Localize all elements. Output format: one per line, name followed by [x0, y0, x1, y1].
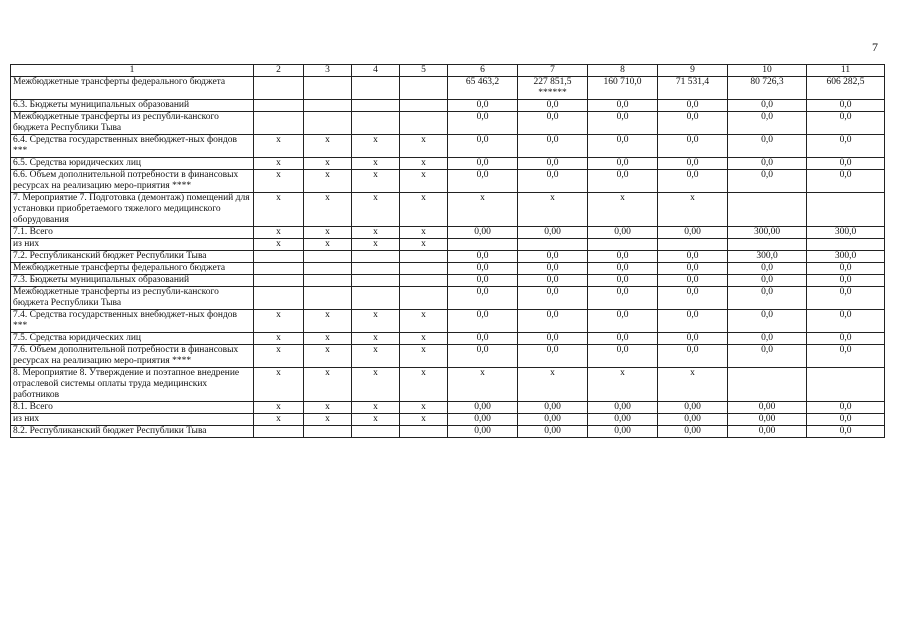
table-cell: х	[254, 310, 304, 333]
table-cell: 0,0	[728, 287, 807, 310]
table-cell: 0,00	[728, 426, 807, 438]
table-cell: 0,0	[658, 263, 728, 275]
table-cell	[728, 239, 807, 251]
table-cell: 0,0	[448, 135, 518, 158]
table-cell: х	[254, 345, 304, 368]
budget-table	[10, 64, 885, 438]
row-label: 8.2. Республиканский бюджет Республики Тыва	[11, 426, 254, 438]
table-cell: 0,0	[518, 112, 588, 135]
table-cell: 0,0	[588, 345, 658, 368]
table-cell: 0,0	[448, 170, 518, 193]
table-row	[11, 402, 885, 414]
table-cell: х	[658, 368, 728, 402]
table-row	[11, 275, 885, 287]
table-cell: х	[352, 402, 400, 414]
table-cell: 71 531,4	[658, 77, 728, 100]
table-row	[11, 333, 885, 345]
row-label: 7.2. Республиканский бюджет Республики Тыва	[11, 251, 254, 263]
row-label: Межбюджетные трансферты федерального бюджета	[11, 263, 254, 275]
table-cell: х	[518, 368, 588, 402]
table-cell: 0,0	[518, 333, 588, 345]
table-cell	[304, 275, 352, 287]
table-cell: х	[400, 227, 448, 239]
table-cell: 0,0	[807, 414, 885, 426]
table-cell: 0,0	[588, 287, 658, 310]
table-row	[11, 135, 885, 158]
table-cell	[728, 368, 807, 402]
table-cell: х	[352, 135, 400, 158]
header-cell: 2	[254, 65, 304, 77]
table-cell: 0,0	[588, 333, 658, 345]
table-cell: 0,0	[658, 275, 728, 287]
table-cell: 0,00	[448, 227, 518, 239]
row-label: из них	[11, 239, 254, 251]
table-cell: 0,0	[518, 310, 588, 333]
table-cell	[807, 193, 885, 227]
table-cell: х	[400, 193, 448, 227]
table-cell: 0,0	[728, 310, 807, 333]
table-cell	[254, 275, 304, 287]
table-cell	[400, 77, 448, 100]
table-cell: 0,0	[518, 158, 588, 170]
table-row	[11, 414, 885, 426]
table-cell: 0,0	[807, 135, 885, 158]
table-cell: х	[518, 193, 588, 227]
table-row	[11, 193, 885, 227]
table-row	[11, 345, 885, 368]
table-cell: 0,0	[658, 345, 728, 368]
table-row	[11, 112, 885, 135]
table-cell	[588, 239, 658, 251]
row-label: из них	[11, 414, 254, 426]
table-cell	[304, 287, 352, 310]
header-cell: 7	[518, 65, 588, 77]
table-cell: 0,0	[518, 251, 588, 263]
table-cell: х	[304, 135, 352, 158]
row-label: 7.4. Средства государственных внебюджет-ных фондов ***	[11, 310, 254, 333]
table-cell	[352, 275, 400, 287]
table-cell: 0,0	[518, 100, 588, 112]
table-cell: х	[304, 158, 352, 170]
row-label: 6.5. Средства юридических лиц	[11, 158, 254, 170]
table-row	[11, 287, 885, 310]
table-cell: 0,0	[588, 310, 658, 333]
header-cell: 10	[728, 65, 807, 77]
table-cell: х	[304, 368, 352, 402]
table-cell: 0,0	[728, 345, 807, 368]
table-row	[11, 251, 885, 263]
table-cell: 0,00	[588, 426, 658, 438]
table-cell: 0,0	[728, 263, 807, 275]
table-cell: 0,0	[518, 263, 588, 275]
table-cell	[254, 263, 304, 275]
table-row	[11, 227, 885, 239]
table-cell: х	[400, 170, 448, 193]
table-cell: 0,0	[448, 333, 518, 345]
table-cell: х	[352, 227, 400, 239]
table-cell: х	[304, 333, 352, 345]
table-cell: 0,0	[807, 275, 885, 287]
table-cell: 300,00	[728, 227, 807, 239]
table-cell	[448, 239, 518, 251]
table-cell: х	[254, 193, 304, 227]
table-cell: 0,0	[588, 170, 658, 193]
table-cell: 0,0	[448, 275, 518, 287]
table-cell	[400, 426, 448, 438]
table-cell: 0,0	[807, 345, 885, 368]
table-cell: х	[352, 239, 400, 251]
table-cell	[304, 100, 352, 112]
table-cell	[400, 251, 448, 263]
table-cell: 0,00	[588, 227, 658, 239]
table-cell: 160 710,0	[588, 77, 658, 100]
table-cell: х	[254, 170, 304, 193]
row-label: 7.6. Объем дополнительной потребности в финансовых ресурсах на реализацию меро-приятия ****	[11, 345, 254, 368]
table-cell: 0,0	[728, 112, 807, 135]
table-cell: 0,0	[658, 287, 728, 310]
table-row	[11, 239, 885, 251]
row-label: 8. Мероприятие 8. Утверждение и поэтапное внедрение отраслевой системы оплаты труда медицинских работников	[11, 368, 254, 402]
table-cell: 0,0	[518, 135, 588, 158]
table-cell: х	[400, 368, 448, 402]
row-label: 6.3. Бюджеты муниципальных образований	[11, 100, 254, 112]
table-cell: х	[352, 333, 400, 345]
table-cell: х	[400, 135, 448, 158]
table-cell: 0,0	[658, 251, 728, 263]
table-row	[11, 368, 885, 402]
table-cell	[352, 426, 400, 438]
header-cell: 6	[448, 65, 518, 77]
table-cell: х	[352, 368, 400, 402]
table-cell: 0,00	[728, 402, 807, 414]
table-cell: 65 463,2	[448, 77, 518, 100]
table-cell: х	[254, 402, 304, 414]
table-cell: 0,0	[658, 170, 728, 193]
table-cell: 0,0	[588, 112, 658, 135]
table-cell	[254, 100, 304, 112]
table-cell	[400, 263, 448, 275]
table-cell	[352, 77, 400, 100]
table-cell: 0,00	[448, 402, 518, 414]
table-cell: 0,00	[658, 227, 728, 239]
table-cell: 0,0	[588, 135, 658, 158]
table-cell: 0,00	[728, 414, 807, 426]
table-cell: 0,00	[518, 426, 588, 438]
row-label: Межбюджетные трансферты из республи-канского бюджета Республики Тыва	[11, 112, 254, 135]
table-cell: х	[588, 193, 658, 227]
table-cell	[304, 77, 352, 100]
table-cell: х	[304, 310, 352, 333]
table-cell: 0,0	[658, 333, 728, 345]
header-cell: 9	[658, 65, 728, 77]
table-cell: 606 282,5	[807, 77, 885, 100]
table-cell: 0,0	[807, 263, 885, 275]
table-cell: х	[304, 193, 352, 227]
table-cell: х	[352, 158, 400, 170]
table-cell: 300,0	[728, 251, 807, 263]
table-cell: 0,00	[588, 402, 658, 414]
table-cell	[658, 239, 728, 251]
table-row	[11, 100, 885, 112]
table-cell: 0,0	[658, 112, 728, 135]
table-row	[11, 310, 885, 333]
row-label: 7.5. Средства юридических лиц	[11, 333, 254, 345]
table-cell: 0,0	[807, 158, 885, 170]
table-cell	[254, 426, 304, 438]
table-cell: х	[448, 368, 518, 402]
header-cell: 1	[11, 65, 254, 77]
table-cell: 0,0	[658, 100, 728, 112]
table-cell	[807, 239, 885, 251]
table-cell: 0,0	[448, 310, 518, 333]
header-cell: 11	[807, 65, 885, 77]
table-cell: х	[400, 345, 448, 368]
table-cell: 0,0	[518, 170, 588, 193]
row-label: 7. Мероприятие 7. Подготовка (демонтаж) помещений для установки приобретаемого тяжелого медицинского оборудования	[11, 193, 254, 227]
table-cell: 0,00	[448, 426, 518, 438]
table-cell: 0,0	[518, 275, 588, 287]
table-cell: 0,0	[448, 263, 518, 275]
table-cell: 0,0	[807, 112, 885, 135]
table-cell: 0,0	[728, 333, 807, 345]
row-label: Межбюджетные трансферты из республи-канского бюджета Республики Тыва	[11, 287, 254, 310]
row-label: 7.3. Бюджеты муниципальных образований	[11, 275, 254, 287]
table-cell	[807, 368, 885, 402]
table-cell: х	[254, 158, 304, 170]
table-cell: х	[448, 193, 518, 227]
table-cell: 0,0	[518, 287, 588, 310]
table-cell: х	[352, 310, 400, 333]
table-cell: 0,0	[518, 345, 588, 368]
table-cell: 0,00	[658, 402, 728, 414]
table-cell: 0,00	[658, 414, 728, 426]
table-cell	[352, 287, 400, 310]
table-cell	[728, 193, 807, 227]
row-label: 7.1. Всего	[11, 227, 254, 239]
header-cell: 4	[352, 65, 400, 77]
table-row	[11, 263, 885, 275]
table-cell: х	[304, 414, 352, 426]
row-label: 6.6. Объем дополнительной потребности в финансовых ресурсах на реализацию меро-приятия ****	[11, 170, 254, 193]
table-cell: 0,0	[807, 287, 885, 310]
table-cell: 0,0	[448, 112, 518, 135]
table-cell: 0,0	[728, 158, 807, 170]
table-cell: 0,0	[807, 310, 885, 333]
table-cell: х	[352, 345, 400, 368]
table-cell: 227 851,5 ******	[518, 77, 588, 100]
table-cell: 0,0	[448, 287, 518, 310]
table-cell: 0,00	[658, 426, 728, 438]
table-row	[11, 170, 885, 193]
table-cell	[352, 251, 400, 263]
table-cell: 0,0	[807, 426, 885, 438]
table-cell: х	[352, 193, 400, 227]
table-cell: 300,0	[807, 251, 885, 263]
table-cell	[352, 263, 400, 275]
table-cell: 0,0	[448, 251, 518, 263]
header-cell: 5	[400, 65, 448, 77]
table-cell: 0,0	[448, 345, 518, 368]
table-row	[11, 158, 885, 170]
table-cell: 0,00	[518, 402, 588, 414]
table-cell: 0,0	[588, 263, 658, 275]
table-row	[11, 426, 885, 438]
table-cell: 0,0	[588, 100, 658, 112]
table-cell: х	[304, 402, 352, 414]
table-cell: х	[304, 239, 352, 251]
table-cell	[352, 112, 400, 135]
table-cell: х	[254, 135, 304, 158]
table-cell: х	[400, 402, 448, 414]
table-cell	[400, 275, 448, 287]
table-cell	[304, 251, 352, 263]
table-cell: х	[400, 333, 448, 345]
table-cell: х	[304, 227, 352, 239]
table-cell: 0,0	[448, 158, 518, 170]
table-cell: 0,0	[588, 275, 658, 287]
table-cell: 0,0	[728, 100, 807, 112]
page-number: 7	[872, 40, 878, 54]
table-cell: х	[304, 170, 352, 193]
table-cell: 0,0	[728, 275, 807, 287]
table-cell: х	[254, 414, 304, 426]
table-cell: х	[352, 414, 400, 426]
table-cell	[254, 77, 304, 100]
table-cell: 0,0	[658, 135, 728, 158]
table-cell	[400, 287, 448, 310]
table-cell: х	[304, 345, 352, 368]
table-cell: 80 726,3	[728, 77, 807, 100]
table-cell	[304, 426, 352, 438]
table-cell	[352, 100, 400, 112]
table-cell: х	[254, 239, 304, 251]
table-cell	[518, 239, 588, 251]
table-cell: 0,00	[448, 414, 518, 426]
table-cell	[304, 263, 352, 275]
table-cell	[304, 112, 352, 135]
table-cell: х	[254, 368, 304, 402]
table-cell: х	[400, 310, 448, 333]
table-cell: х	[400, 239, 448, 251]
table-cell: 0,0	[807, 170, 885, 193]
table-cell: 300,0	[807, 227, 885, 239]
table-cell: 0,0	[658, 310, 728, 333]
table-body	[11, 77, 885, 438]
table-cell: х	[254, 333, 304, 345]
table-cell: 0,00	[518, 414, 588, 426]
table-cell	[254, 251, 304, 263]
table-cell: 0,00	[518, 227, 588, 239]
table-cell	[400, 100, 448, 112]
table-cell: 0,0	[728, 170, 807, 193]
table-cell: 0,0	[448, 100, 518, 112]
header-row	[11, 65, 885, 77]
table-cell: 0,0	[588, 251, 658, 263]
table-cell: 0,00	[588, 414, 658, 426]
row-label: Межбюджетные трансферты федерального бюджета	[11, 77, 254, 100]
table-row	[11, 77, 885, 100]
row-label: 8.1. Всего	[11, 402, 254, 414]
header-cell: 8	[588, 65, 658, 77]
table-cell: х	[254, 227, 304, 239]
header-cell: 3	[304, 65, 352, 77]
table-cell: х	[400, 158, 448, 170]
table-cell: х	[400, 414, 448, 426]
table-cell: х	[588, 368, 658, 402]
table-cell: 0,0	[807, 333, 885, 345]
table-cell: 0,0	[807, 402, 885, 414]
table-cell	[254, 287, 304, 310]
table-cell	[400, 112, 448, 135]
table-cell	[254, 112, 304, 135]
table-cell: 0,0	[807, 100, 885, 112]
table-cell: х	[352, 170, 400, 193]
table-cell: 0,0	[728, 135, 807, 158]
table-cell: 0,0	[588, 158, 658, 170]
table-cell: х	[658, 193, 728, 227]
table-cell: 0,0	[658, 158, 728, 170]
row-label: 6.4. Средства государственных внебюджет-ных фондов ***	[11, 135, 254, 158]
